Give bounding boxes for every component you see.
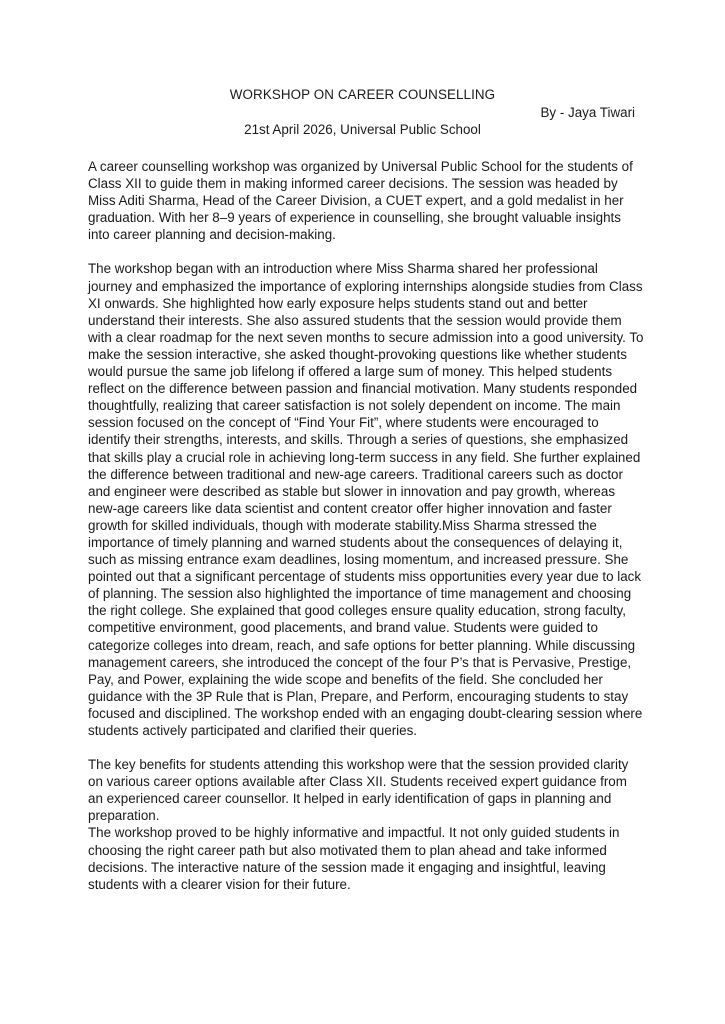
paragraph-session-details: The workshop began with an introduction where Miss Sharma shared her professional journey and emphasized the importance of exploring internships alongside studies from Class XI onwards. She highlighted how early exposure helps students stand out and better understand their interests. She also assured students that the session would provide them with a clear roadmap for the next seven months to secure admission into a good university. To make the session interactive, she asked thought-provoking questions like whether students would pursue the same job lifelong if offered a large sum of money. This helped students reflect on the difference between passion and financial motivation. Many students responded thoughtfully, realizing that career satisfaction is not solely dependent on income. The main session focused on the concept of “Find Your Fit”, where students were encouraged to identify their strengths, interests, and skills. Through a series of questions, she emphasized that skills play a crucial role in achieving long-term success in any field. She further explained the difference between traditional and new-age careers. Traditional careers such as doctor and engineer were described as stable but slower in innovation and pay growth, whereas new-age careers like data scientist and content creator offer higher innovation and faster growth for skilled individuals, though with moderate stability.Miss Sharma stressed the importance of timely planning and warned students about the consequences of delaying it, such as missing entrance exam deadlines, losing momentum, and increased pressure. She pointed out that a significant percentage of students miss opportunities every year due to lack of planning. The session also highlighted the importance of time management and choosing the right college. She explained that good colleges ensure quality education, strong faculty, competitive environment, good placements, and brand value. Students were guided to categorize colleges into dream, reach, and safe options for better planning. While discussing management careers, she introduced the concept of the four P’s that is Pervasive, Prestige, Pay, and Power, explaining the wide scope and benefits of the field. She concluded her guidance with the 3P Rule that is Plan, Prepare, and Perform, encouraging students to stay focused and disciplined. The workshop ended with an engaging doubt-clearing session where students actively participated and clarified their queries. — [88, 261, 644, 738]
author-byline: By - Jaya Tiwari — [540, 105, 635, 120]
paragraph-key-benefits: The key benefits for students attending this workshop were that the session provided clarity on various career options available after Class XII. Students received expert guidance from an experienced career counsellor. It helped in early identification of gaps in planning and preparation. — [88, 757, 629, 824]
article-body — [88, 158, 644, 893]
paragraph-conclusion: The workshop proved to be highly informative and impactful. It not only guided students in choosing the right career path but also motivated them to plan ahead and take informed decisions. The interactive nature of the session made it engaging and insightful, leaving students with a clearer vision for their future. — [88, 825, 620, 892]
paragraph-introduction: A career counselling workshop was organized by Universal Public School for the students of Class XII to guide them in making informed career decisions. The session was headed by Miss Aditi Sharma, Head of the Career Division, a CUET expert, and a gold medalist in her graduation. With her 8–9 years of experience in counselling, she brought valuable insights into career planning and decision-making. — [88, 159, 633, 243]
date-and-venue: 21st April 2026, Universal Public School — [244, 122, 481, 137]
document-title: WORKSHOP ON CAREER COUNSELLING — [229, 87, 496, 102]
